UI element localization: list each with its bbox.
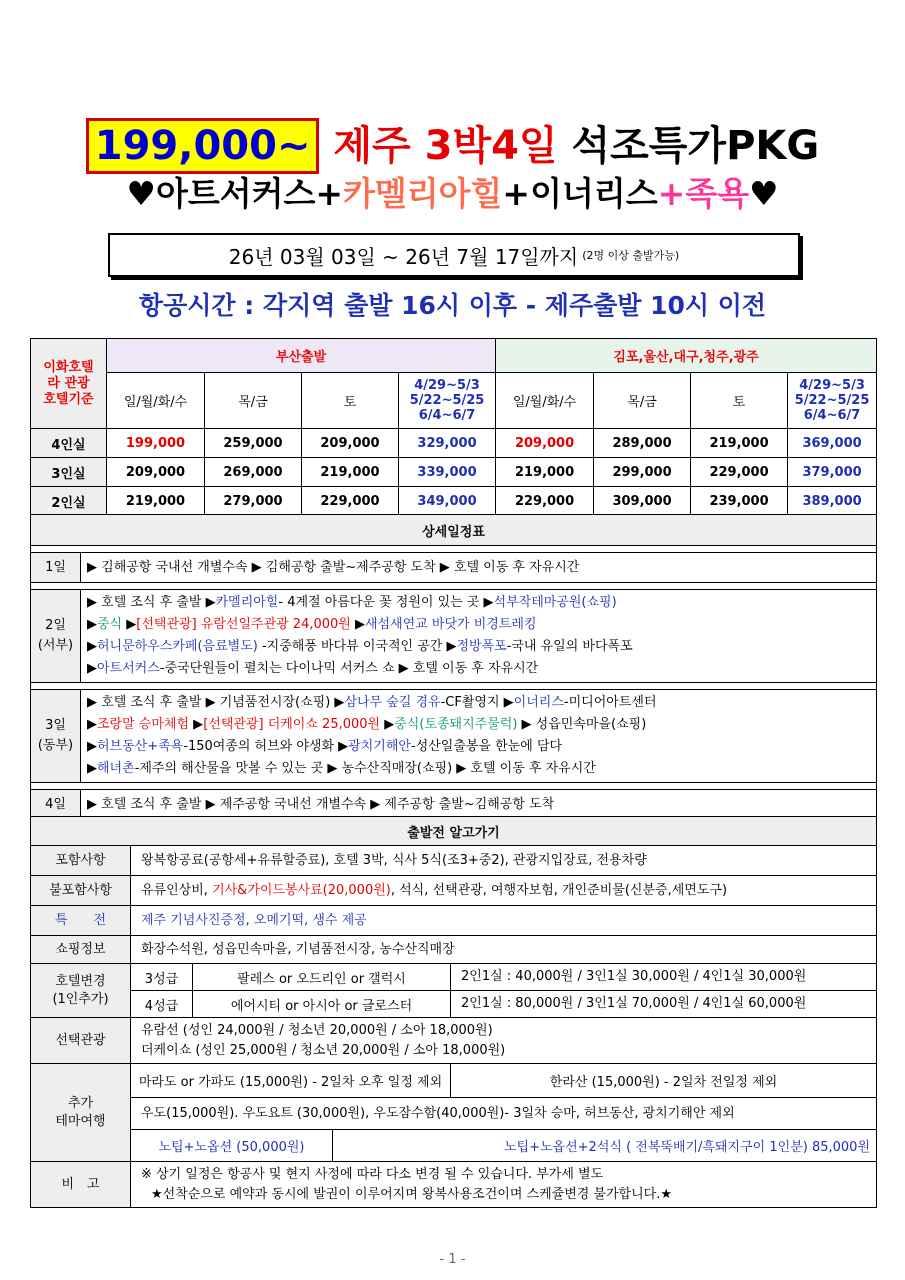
text: -중국단원들이 펼치는 다이나믹 서커스 쇼 ▶ 호텔 이동 후 자유시간 xyxy=(159,661,539,676)
optional-label: 선택관광 xyxy=(31,1018,131,1064)
camellia-hill: 카멜리아힐 xyxy=(215,595,279,610)
excluded-text xyxy=(131,876,877,906)
price-cell: 339,000 xyxy=(399,458,496,487)
price-rows xyxy=(31,429,877,516)
price-cell: 329,000 xyxy=(399,429,496,458)
price-cell: 379,000 xyxy=(788,458,877,487)
price-cell: 229,000 xyxy=(302,487,399,516)
day-header: 일/월/화/수 xyxy=(107,373,205,429)
room-type-label: 2인실 xyxy=(31,487,107,516)
price-cell: 299,000 xyxy=(594,458,691,487)
price-cell: 219,000 xyxy=(496,458,594,487)
day2-line-1 xyxy=(87,592,870,614)
guide-fee: 기사&가이드봉사료(20,000원) xyxy=(212,882,391,898)
day3-line-3 xyxy=(87,736,870,758)
corner-text: 이화호텔 라 관광 호텔기준 xyxy=(43,359,94,407)
special-label: 특 전 xyxy=(31,906,131,936)
day4-schedule: ▶ 호텔 조식 후 출발 ▶ 제주공항 국내선 개별수속 ▶ 제주공항 출발~김해공항 도착 xyxy=(81,790,877,820)
text: -CF촬영지 ▶ xyxy=(440,695,514,710)
text: - 4계절 아름다운 꽃 정원이 있는 곳 ▶ xyxy=(278,595,494,610)
title-package-name: 석조특가PKG xyxy=(571,123,820,169)
text: ▶ xyxy=(87,761,97,776)
price-cell: 389,000 xyxy=(788,487,877,516)
text: -성산일출봉을 한눈에 담다 xyxy=(410,739,563,754)
day1-label: 1일 xyxy=(31,553,81,583)
day2-label-text: 2일 (서부) xyxy=(37,618,74,653)
day2-schedule xyxy=(81,590,877,683)
busan-header: 부산출발 xyxy=(107,339,496,373)
room-type-label: 3인실 xyxy=(31,458,107,487)
price-badge: 199,000~ xyxy=(86,118,320,174)
day2-line-4 xyxy=(87,658,870,680)
room-type-label: 4인실 xyxy=(31,429,107,458)
text: ▶ xyxy=(380,717,395,732)
subtitle-item-4: +족욕 xyxy=(657,174,750,213)
subtitle-item-3: +이너리스 xyxy=(502,174,658,213)
day-header: 4/29~5/3 5/22~5/25 6/4~6/7 xyxy=(788,373,877,429)
included-text: 왕복항공료(공항세+유류할증료), 호텔 3박, 식사 5식(조3+중2), 관광지입장료, 전용차량 xyxy=(131,846,877,876)
day3-label-text: 3일 (동부) xyxy=(37,718,74,753)
lunch: 중식 xyxy=(97,617,123,632)
price-cell: 229,000 xyxy=(691,458,788,487)
day2-line-2 xyxy=(87,614,870,636)
price-cell: 269,000 xyxy=(205,458,302,487)
date-range-box xyxy=(108,233,800,277)
optional-kshow: [선택관광] 더케이쇼 25,000원 xyxy=(203,717,381,732)
horse-riding: 조랑말 승마체험 xyxy=(97,717,190,732)
text: ▶ xyxy=(87,661,97,676)
special-text: 제주 기념사진증정, 오메기떡, 생수 제공 xyxy=(131,906,877,936)
text: 노팁+노옵션+2석식 ( 전복뚝배기/흑돼지구이 1인분) 85,000원 xyxy=(503,1140,870,1155)
price-cell: 239,000 xyxy=(691,487,788,516)
schedule-header: 상세일정표 xyxy=(31,515,877,546)
price-row xyxy=(31,429,877,458)
art-circus: 아트서커스 xyxy=(97,661,160,676)
heart-right-icon: ♥ xyxy=(749,174,779,213)
text: ▶ 호텔 조식 후 출발 ▶ xyxy=(87,595,216,610)
price-cell: 209,000 xyxy=(302,429,399,458)
price-cell: 259,000 xyxy=(205,429,302,458)
hotel-price-3: 2인1실 : 40,000원 / 3인1실 30,000원 / 4인1실 30,000원 xyxy=(451,964,877,991)
remarks-line-2: ★선착순으로 예약과 동시에 발권이 이루어지며 왕복사용조건이며 스케쥴변경 불가합니다.★ xyxy=(151,1186,673,1202)
day2-line-3 xyxy=(87,636,870,658)
day2-label xyxy=(31,590,81,683)
gwangchigi-beach: 광치기해안 xyxy=(348,739,411,754)
text: 유류인상비, xyxy=(141,882,213,898)
flight-time: 항공시간 : 각지역 출발 16시 이후 - 제주출발 10시 이전 xyxy=(138,291,767,320)
remarks-text xyxy=(131,1162,877,1208)
date-range-note: (2명 이상 출발가능) xyxy=(582,249,680,262)
hotel-names-3: 팔레스 or 오드리인 or 갤럭시 xyxy=(193,964,451,991)
main-title xyxy=(0,118,905,174)
day-header: 4/29~5/3 5/22~5/25 6/4~6/7 xyxy=(399,373,496,429)
price-cell: 309,000 xyxy=(594,487,691,516)
text: ▶ xyxy=(350,617,365,632)
extra-tour-label xyxy=(31,1064,131,1162)
day3-line-1 xyxy=(87,692,870,714)
seokbujak-park: 석부작테마공원(쇼핑) xyxy=(493,595,617,610)
schedule-table xyxy=(30,514,877,820)
extra-hallasan: 한라산 (15,000원) - 2일차 전일정 제외 xyxy=(451,1064,877,1098)
jeongbang-falls: 정방폭포 xyxy=(456,639,507,654)
text: ▶ xyxy=(189,717,204,732)
inneriss: 이너리스 xyxy=(513,695,564,710)
subtitle xyxy=(0,172,905,216)
optional-line-2: 더케이쇼 (성인 25,000원 / 청소년 20,000원 / 소아 18,000원) xyxy=(141,1042,506,1058)
text: ▶ xyxy=(87,717,97,732)
herb-garden: 허브동산+족욕 xyxy=(97,739,184,754)
remarks-label: 비 고 xyxy=(31,1162,131,1208)
haenyeo-village: 해녀촌 xyxy=(97,761,135,776)
info-header: 출발전 알고가기 xyxy=(31,817,877,846)
text: -국내 유일의 바다폭포 xyxy=(506,639,633,654)
day-header: 목/금 xyxy=(594,373,691,429)
optional-text xyxy=(131,1018,877,1064)
subtitle-item-1: 아트서커스+ xyxy=(155,174,344,213)
text: -미디어아트센터 xyxy=(563,695,657,710)
title-nights: 3박4일 xyxy=(424,123,558,169)
text: ▶ xyxy=(122,617,137,632)
text: ▶ 성읍민속마을(쇼핑) xyxy=(517,717,647,732)
price-cell: 219,000 xyxy=(107,487,205,516)
text: ▶ 호텔 조식 후 출발 ▶ 기념품전시장(쇼핑) ▶ xyxy=(87,695,345,710)
included-label: 포함사항 xyxy=(31,846,131,876)
extra-mara: 마라도 or 가파도 (15,000원) - 2일차 오후 일정 제외 xyxy=(131,1064,451,1098)
text: ▶ xyxy=(87,739,97,754)
saeseom-trekking: 새섬새연교 바닷가 비경트레킹 xyxy=(365,617,537,632)
hotel-names-4: 에어시티 or 아시아 or 글로스터 xyxy=(193,991,451,1018)
day1-schedule: ▶ 김해공항 국내선 개별수속 ▶ 김해공항 출발~제주공항 도착 ▶ 호텔 이동 후 자유시간 xyxy=(81,553,877,583)
shopping-label: 쇼핑정보 xyxy=(31,936,131,964)
price-cell: 289,000 xyxy=(594,429,691,458)
price-cell: 279,000 xyxy=(205,487,302,516)
day-header: 토 xyxy=(691,373,788,429)
price-cell: 229,000 xyxy=(496,487,594,516)
shopping-text: 화장수석원, 성읍민속마을, 기념품전시장, 농수산직매장 xyxy=(131,936,877,964)
excluded-label: 불포함사항 xyxy=(31,876,131,906)
price-table-corner xyxy=(31,339,107,429)
lunch-pork: 중식(토종돼지주물럭) xyxy=(394,717,518,732)
gimpo-header: 김포,울산,대구,청주,광주 xyxy=(496,339,877,373)
optional-line-1: 유람선 (성인 24,000원 / 청소년 20,000원 / 소아 18,000원) xyxy=(141,1022,493,1038)
price-row xyxy=(31,458,877,487)
day-header-row xyxy=(31,373,877,429)
remarks-line-1: ※ 상기 일정은 항공사 및 현지 사정에 따라 다소 변경 될 수 있습니다. 부가세 별도 xyxy=(141,1166,604,1182)
date-range-text: 26년 03월 03일 ~ 26년 7월 17일까지 xyxy=(228,244,579,269)
day3-label xyxy=(31,690,81,783)
day4-label: 4일 xyxy=(31,790,81,820)
heart-left-icon: ♥ xyxy=(126,174,156,213)
price-cell: 219,000 xyxy=(691,429,788,458)
subtitle-item-2: 카멜리아힐 xyxy=(343,174,503,213)
hotel-grade-3: 3성급 xyxy=(131,964,193,991)
day-header: 토 xyxy=(302,373,399,429)
honeymoon-cafe: 허니문하우스카페(음료별도) xyxy=(97,639,258,654)
price-cell: 209,000 xyxy=(496,429,594,458)
text: -지중해풍 바다뷰 이국적인 공간 ▶ xyxy=(257,639,457,654)
price-cell: 349,000 xyxy=(399,487,496,516)
price-row xyxy=(31,487,877,516)
extra-udo: 우도(15,000원). 우도요트 (30,000원), 우도잠수함(40,000원)- 3일차 승마, 허브동산, 광치기해안 제외 xyxy=(131,1098,877,1130)
info-table xyxy=(30,816,877,1208)
price-cell: 199,000 xyxy=(107,429,205,458)
text: ▶ xyxy=(87,639,97,654)
price-cell: 369,000 xyxy=(788,429,877,458)
hotel-grade-4: 4성급 xyxy=(131,991,193,1018)
text: ▶ xyxy=(87,617,97,632)
text: -제주의 해산물을 맛볼 수 있는 곳 ▶ 농수산직매장(쇼핑) ▶ 호텔 이동 후 자유시간 xyxy=(134,761,596,776)
day3-line-2 xyxy=(87,714,870,736)
price-cell: 219,000 xyxy=(302,458,399,487)
optional-cruise: [선택관광] 유람선일주관광 24,000원 xyxy=(136,617,351,632)
title-destination: 제주 xyxy=(333,123,411,169)
page-number: - 1 - xyxy=(439,1252,466,1267)
price-cell: 209,000 xyxy=(107,458,205,487)
extra-notip-dinner xyxy=(333,1130,877,1162)
text: -150여종의 허브와 야생화 ▶ xyxy=(183,739,349,754)
extra-label-text: 추가 테마여행 xyxy=(55,1095,106,1129)
price-table xyxy=(30,338,877,516)
day3-line-4 xyxy=(87,758,870,780)
text: , 석식, 선택관광, 여행자보험, 개인준비물(신분증,세면도구) xyxy=(390,882,728,898)
extra-notip: 노팁+노옵션 (50,000원) xyxy=(131,1130,333,1162)
hotel-label xyxy=(31,964,131,1018)
day3-schedule xyxy=(81,690,877,783)
hotel-label-text: 호텔변경 (1인추가) xyxy=(52,973,109,1007)
day-header: 일/월/화/수 xyxy=(496,373,594,429)
day-header: 목/금 xyxy=(205,373,302,429)
cedar-forest: 삼나무 숲길 경유 xyxy=(344,695,441,710)
hotel-price-4: 2인1실 : 80,000원 / 3인1실 70,000원 / 4인1실 60,000원 xyxy=(451,991,877,1018)
